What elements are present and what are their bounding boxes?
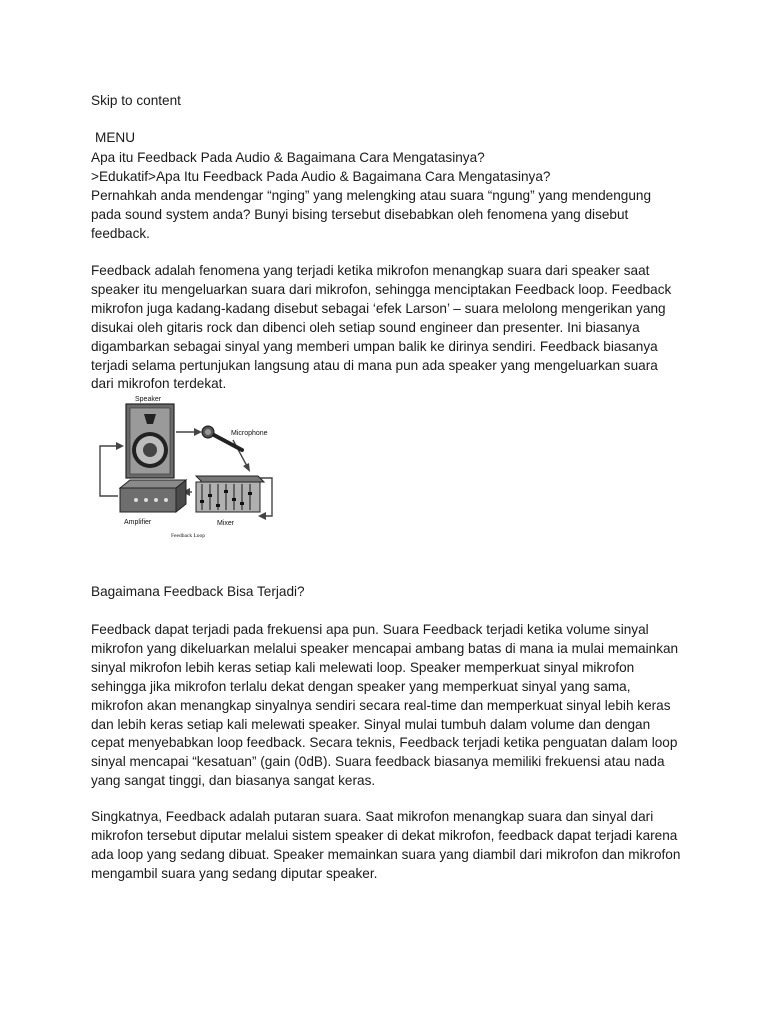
speaker-label: Speaker: [135, 396, 162, 403]
breadcrumb[interactable]: >Edukatif>Apa Itu Feedback Pada Audio & Bagaimana Cara Mengatasinya?: [91, 169, 551, 184]
amplifier-icon: [120, 480, 186, 512]
page-title: Apa itu Feedback Pada Audio & Bagaimana Cara Mengatasinya?: [91, 150, 485, 165]
intro-paragraph: Pernahkah anda mendengar “nging” yang melengking atau suara “ngung” yang mendengung pada sound system anda? Bunyi bising tersebut disebabkan oleh fenomena yang disebut feedback.: [91, 188, 652, 241]
mixer-label: Mixer: [217, 520, 235, 527]
mixer-icon: [196, 476, 264, 512]
microphone-label: Microphone: [231, 430, 268, 437]
diagram-caption: Feedback Loop: [171, 533, 206, 539]
paragraph-how-feedback-occurs: Feedback dapat terjadi pada frekuensi apa pun. Suara Feedback terjadi ketika volume sinyal mikrofon yang dikeluarkan melalui speaker mencapai ambang batas di mana ia mulai memainkan sinyal mikrofon lebih keras setiap kali melewati loop. Speaker memperkuat sinyal mikrofon sehingga jika mikrofon terlalu dekat dengan speaker yang memperkuat sinyal yang sama, mikrofon akan menangkap sinyalnya sendiri secara real-time dan memperkuat sinyal lebih keras dan lebih keras setiap kali melewati speaker. Sinyal mulai tumbuh dalam volume dan dengan cepat menyebabkan loop feedback. Secara teknis, Feedback terjadi ketika penguatan dalam loop sinyal mencapai “kesatuan” (gain (0dB). Suara feedback biasanya memiliki frekuensi atau nada yang sangat tinggi, dan biasanya sangat keras.: [91, 622, 679, 789]
speaker-icon: [126, 404, 174, 478]
section-heading: Bagaimana Feedback Bisa Terjadi?: [91, 584, 305, 599]
paragraph-feedback-definition: Feedback adalah fenomena yang terjadi ketika mikrofon menangkap suara dari speaker saat speaker itu mengeluarkan suara dari mikrofon, sehingga menciptakan Feedback loop. Feedback mikrofon juga kadang-kadang disebut sebagai ‘efek Larson’ – suara melolong mengerikan yang disukai oleh gitaris rock dan dibenci oleh setiap sound engineer dan presenter. Ini biasanya digambarkan sebagai sinyal yang memberi umpan balik ke dirinya sendiri. Feedback biasanya terjadi selama pertunjukan langsung atau di mana pun ada speaker yang mengeluarkan suara dari mikrofon terdekat.: [91, 263, 672, 392]
feedback-loop-diagram: [90, 392, 280, 542]
skip-to-content-link[interactable]: Skip to content: [91, 93, 181, 108]
paragraph-summary: Singkatnya, Feedback adalah putaran suara. Saat mikrofon menangkap suara dan sinyal dari mikrofon tersebut diputar melalui sistem speaker di dekat mikrofon, feedback dapat terjadi karena ada loop yang sedang dibuat. Speaker memainkan suara yang diambil dari mikrofon dan mikrofon mengambil suara yang sedang diputar speaker.: [91, 809, 681, 881]
amplifier-label: Amplifier: [124, 519, 152, 526]
menu-button[interactable]: MENU: [95, 130, 136, 145]
